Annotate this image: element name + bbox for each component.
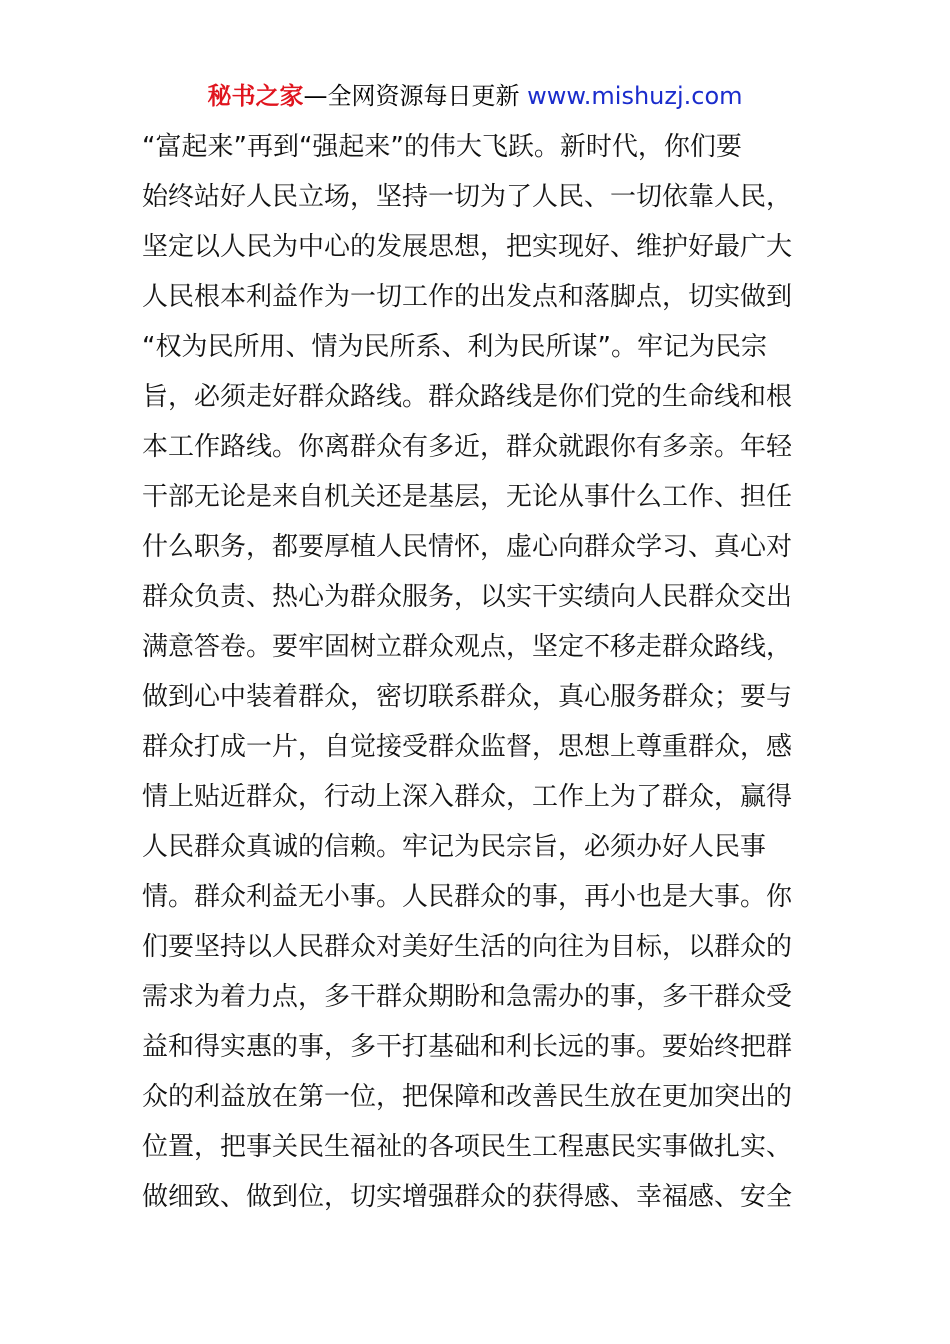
body-line: 做细致、做到位，切实增强群众的获得感、幸福感、安全 (142, 1182, 793, 1212)
body-line: 做到心中装着群众，密切联系群众，真心服务群众；要与 (142, 682, 793, 712)
document-body (142, 122, 810, 1222)
body-line: 人民根本利益作为一切工作的出发点和落脚点，切实做到 (142, 282, 793, 312)
site-header (0, 80, 950, 112)
body-line: 群众打成一片，自觉接受群众监督，思想上尊重群众，感 (142, 732, 793, 762)
body-line: 位置，把事关民生福祉的各项民生工程惠民实事做扎实、 (142, 1132, 793, 1162)
body-line: 们要坚持以人民群众对美好生活的向往为目标，以群众的 (142, 932, 793, 962)
body-line: 情。群众利益无小事。人民群众的事，再小也是大事。你 (142, 882, 793, 912)
body-line: 什么职务，都要厚植人民情怀，虚心向群众学习、真心对 (142, 532, 793, 562)
site-tagline: —全网资源每日更新 (303, 82, 528, 110)
body-line: 坚定以人民为中心的发展思想，把实现好、维护好最广大 (142, 232, 793, 262)
body-line: 群众负责、热心为群众服务，以实干实绩向人民群众交出 (142, 582, 793, 612)
site-brand: 秘书之家 (207, 82, 304, 110)
body-line: 始终站好人民立场，坚持一切为了人民、一切依靠人民， (142, 182, 793, 212)
body-line: 需求为着力点，多干群众期盼和急需办的事，多干群众受 (142, 982, 793, 1012)
body-line: 众的利益放在第一位，把保障和改善民生放在更加突出的 (142, 1082, 793, 1112)
body-line: 本工作路线。你离群众有多近，群众就跟你有多亲。年轻 (142, 432, 793, 462)
body-line: “富起来”再到“强起来”的伟大飞跃。新时代，你们要 (142, 132, 742, 162)
body-line: “权为民所用、情为民所系、利为民所谋”。牢记为民宗 (142, 332, 767, 362)
body-line: 旨，必须走好群众路线。群众路线是你们党的生命线和根 (142, 382, 793, 412)
body-line: 人民群众真诚的信赖。牢记为民宗旨，必须办好人民事 (142, 832, 767, 862)
body-line: 满意答卷。要牢固树立群众观点，坚定不移走群众路线， (142, 632, 793, 662)
site-url-link[interactable]: www.mishuzj.com (527, 82, 743, 110)
body-line: 干部无论是来自机关还是基层，无论从事什么工作、担任 (142, 482, 793, 512)
body-line: 情上贴近群众，行动上深入群众，工作上为了群众，赢得 (142, 782, 793, 812)
body-line: 益和得实惠的事，多干打基础和利长远的事。要始终把群 (142, 1032, 793, 1062)
